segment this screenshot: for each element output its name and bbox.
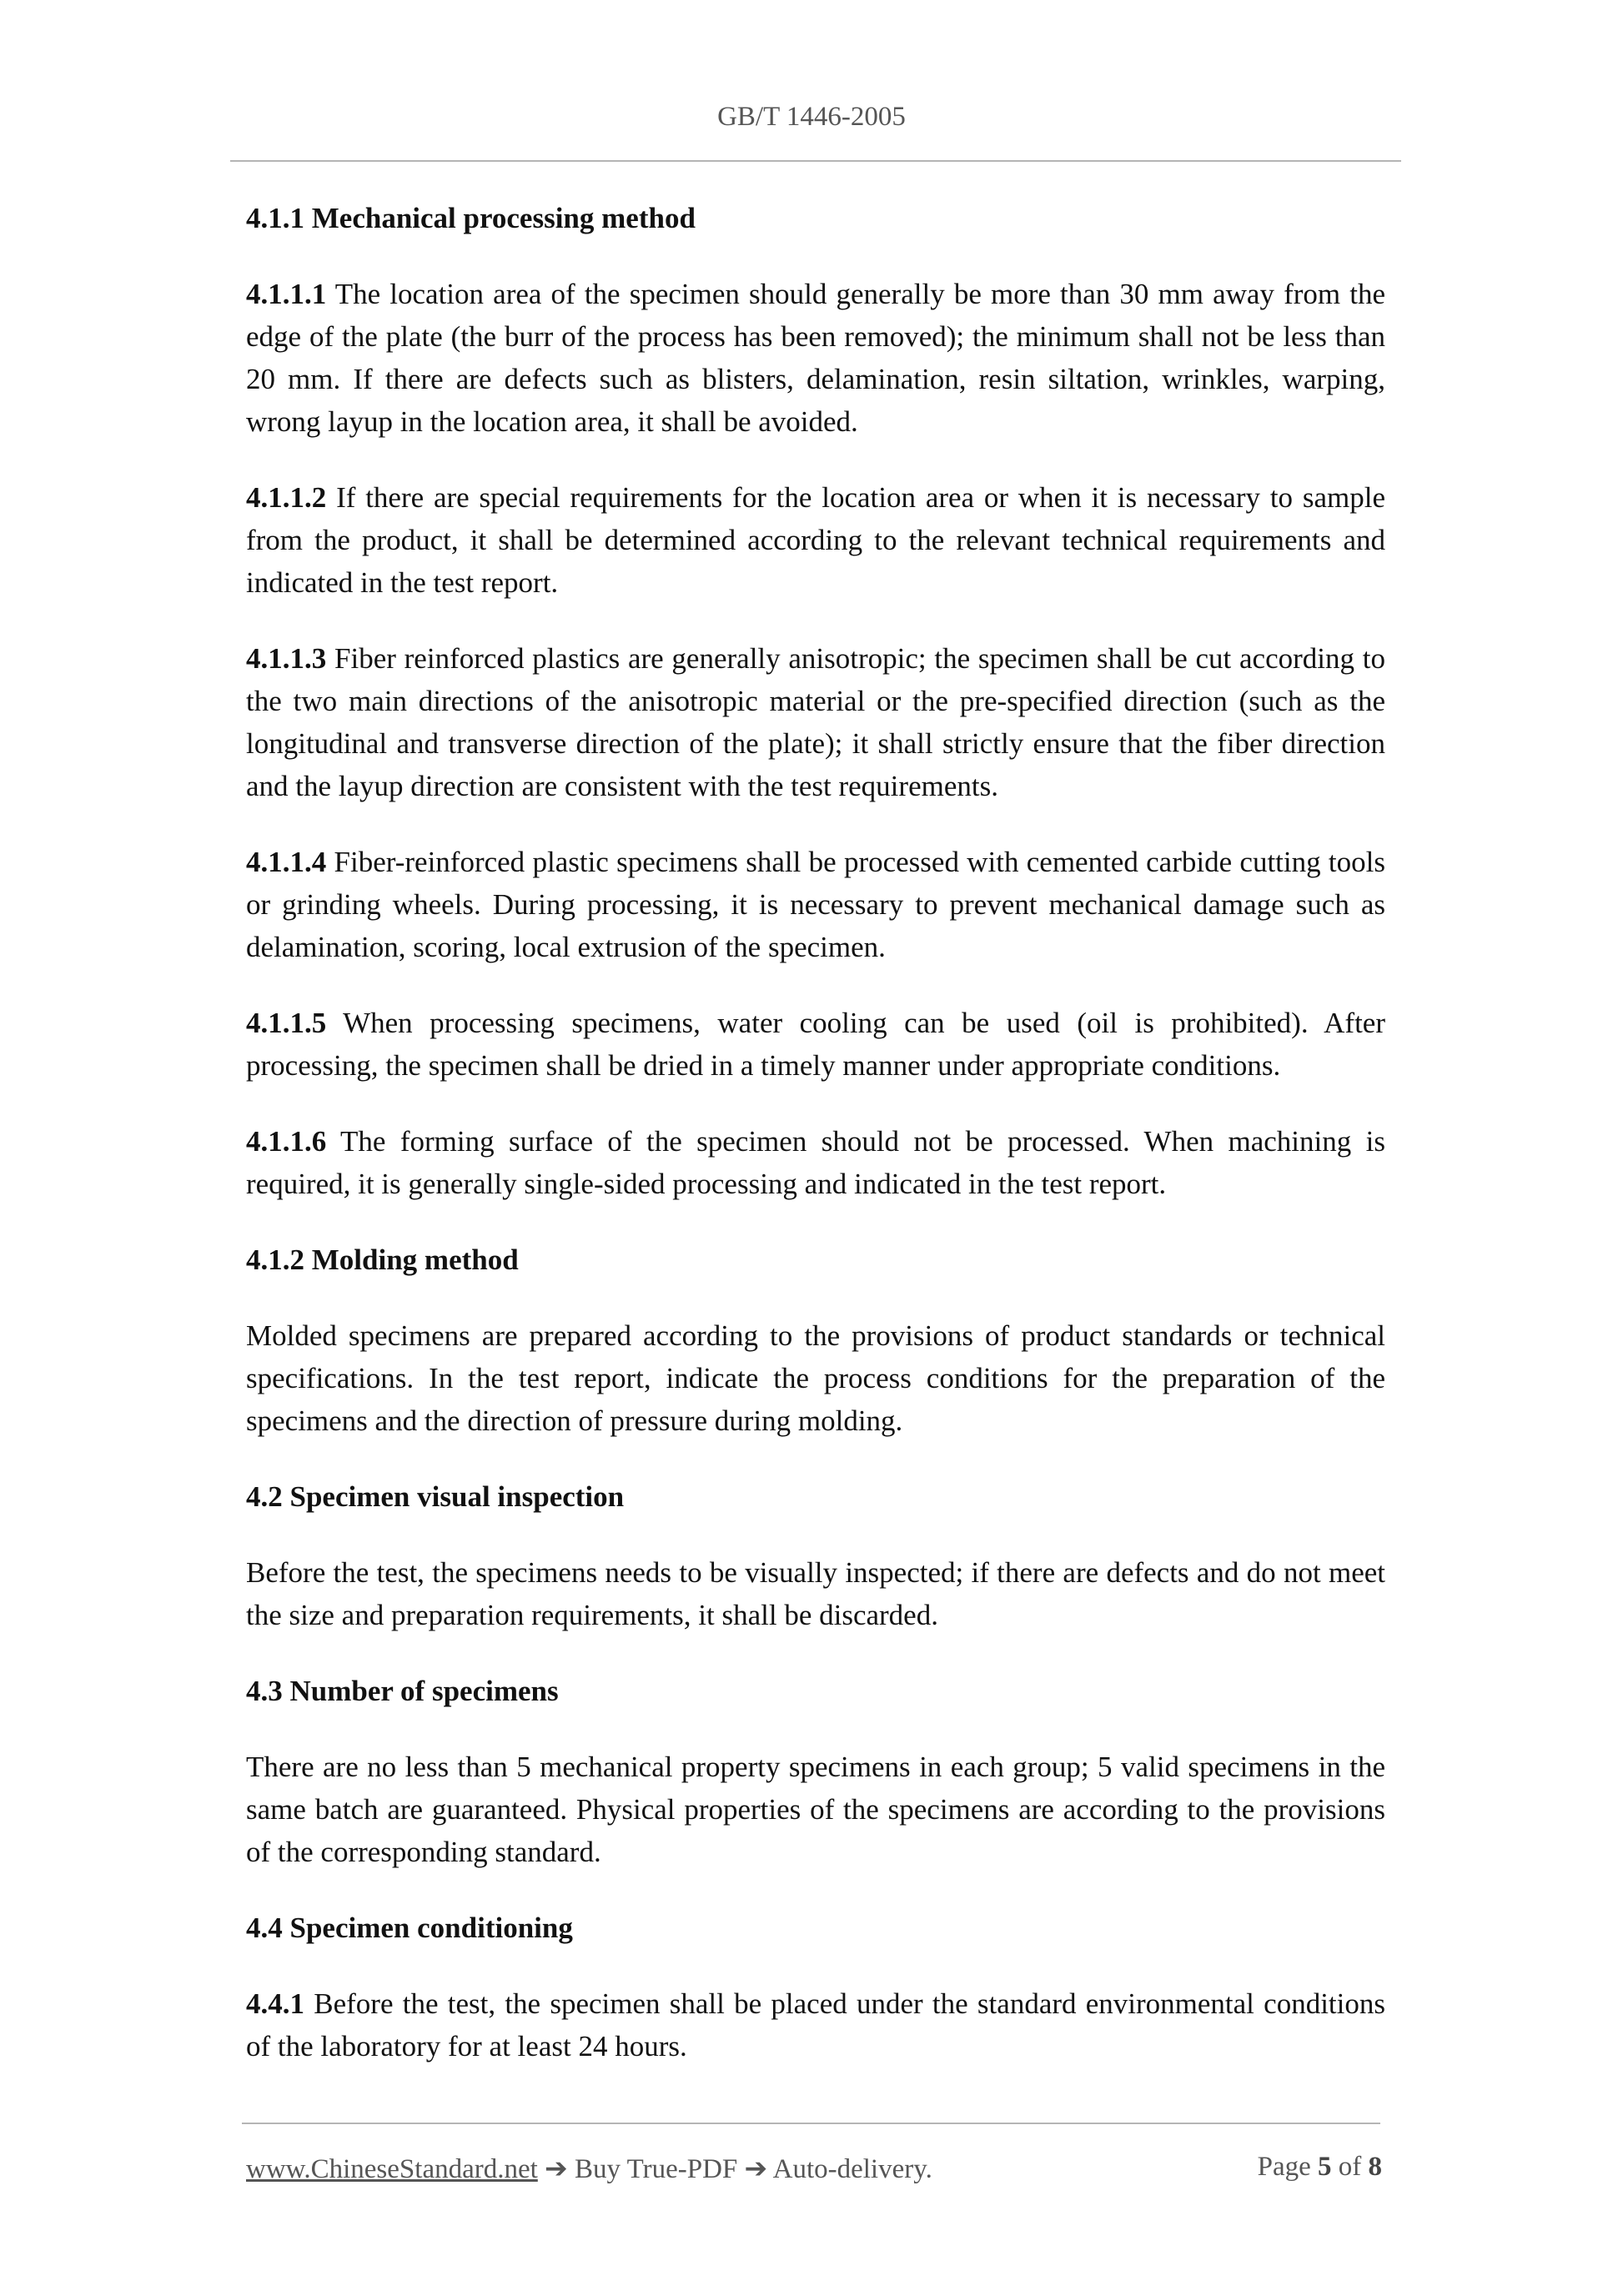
document-header-title: GB/T 1446-2005 xyxy=(717,102,906,132)
paragraph-molding: Molded specimens are prepared according to the provisions of product standards or technical specifications. In the test report, indicate the process conditions for the preparation of the specimens and the direction of pressure during molding. xyxy=(246,1319,1385,1437)
clause-4-1-1-4 xyxy=(246,841,1385,968)
clause-4-1-1-5 xyxy=(246,1002,1385,1087)
page-footer xyxy=(246,2152,1382,2185)
page-indicator xyxy=(1258,2152,1382,2185)
header-divider xyxy=(230,160,1401,162)
clause-text: The forming surface of the specimen should not be processed. When machining is required, it is generally single-sided processing and indicated in the test report. xyxy=(246,1125,1385,1200)
clause-4-1-1-6 xyxy=(246,1120,1385,1205)
paragraph-visual-inspection: Before the test, the specimens needs to be visually inspected; if there are defects and do not meet the size and preparation requirements, it shall be discarded. xyxy=(246,1556,1385,1631)
section-heading-4-1-1: 4.1.1 Mechanical processing method xyxy=(246,202,696,234)
clause-number: 4.1.1.5 xyxy=(246,1007,327,1039)
clause-number: 4.1.1.6 xyxy=(246,1125,327,1158)
clause-text: Fiber reinforced plastics are generally anisotropic; the specimen shall be cut according to the two main directions of the anisotropic material or the pre-specified direction (such as the longitudinal and transverse direction of the plate); it shall strictly ensure that the fiber direction and the layup direction are consistent with the test requirements. xyxy=(246,642,1385,802)
clause-4-1-1-1 xyxy=(246,273,1385,443)
footer-promo xyxy=(246,2152,932,2185)
page-label: Page xyxy=(1257,2152,1311,2182)
paragraph-number-of-specimens: There are no less than 5 mechanical property specimens in each group; 5 valid specimens in the same batch are guaranteed. Physical properties of the specimens are according to the provisions of the corresponding standard. xyxy=(246,1751,1385,1868)
clause-4-1-1-3 xyxy=(246,637,1385,807)
section-heading-4-4: 4.4 Specimen conditioning xyxy=(246,1912,573,1944)
clause-text: The location area of the specimen should generally be more than 30 mm away from the edge of the plate (the burr of the process has been removed); the minimum shall not be less than 20 mm. If there are defects such as blisters, delamination, resin siltation, wrinkles, warping, wrong layup in the location area, it shall be avoided. xyxy=(246,278,1385,438)
arrow-right-icon: ➔ xyxy=(545,2154,568,2184)
page-of: of xyxy=(1338,2152,1362,2182)
arrow-right-icon: ➔ xyxy=(744,2154,768,2184)
clause-text: When processing specimens, water cooling can be used (oil is prohibited). After processing, the specimen shall be dried in a timely manner under appropriate conditions. xyxy=(246,1007,1385,1082)
page-total: 8 xyxy=(1368,2152,1382,2182)
clause-text: If there are special requirements for the location area or when it is necessary to sample from the product, it shall be determined according to the relevant technical requirements and indicated in the test report. xyxy=(246,481,1385,599)
footer-step-buy: Buy True-PDF xyxy=(574,2154,738,2184)
clause-text: Before the test, the specimen shall be placed under the standard environmental conditions of the laboratory for at least 24 hours. xyxy=(246,1987,1385,2062)
document-body xyxy=(246,197,1385,2101)
website-link[interactable]: www.ChineseStandard.net xyxy=(246,2154,538,2184)
footer-divider xyxy=(242,2123,1380,2124)
clause-4-1-1-2 xyxy=(246,476,1385,604)
section-heading-4-3: 4.3 Number of specimens xyxy=(246,1675,559,1707)
clause-number: 4.1.1.2 xyxy=(246,481,327,514)
clause-number: 4.1.1.1 xyxy=(246,278,327,310)
footer-step-delivery: Auto-delivery. xyxy=(772,2154,932,2184)
clause-text: Fiber-reinforced plastic specimens shall be processed with cemented carbide cutting tools or grinding wheels. During processing, it is necessary to prevent mechanical damage such as delamination, scoring, local extrusion of the specimen. xyxy=(246,846,1385,963)
page-current: 5 xyxy=(1318,2152,1332,2182)
section-heading-4-1-2: 4.1.2 Molding method xyxy=(246,1243,519,1276)
section-heading-4-2: 4.2 Specimen visual inspection xyxy=(246,1480,625,1513)
clause-number: 4.1.1.3 xyxy=(246,642,327,675)
clause-number: 4.1.1.4 xyxy=(246,846,327,878)
clause-4-4-1 xyxy=(246,1982,1385,2067)
clause-number: 4.4.1 xyxy=(246,1987,304,2020)
